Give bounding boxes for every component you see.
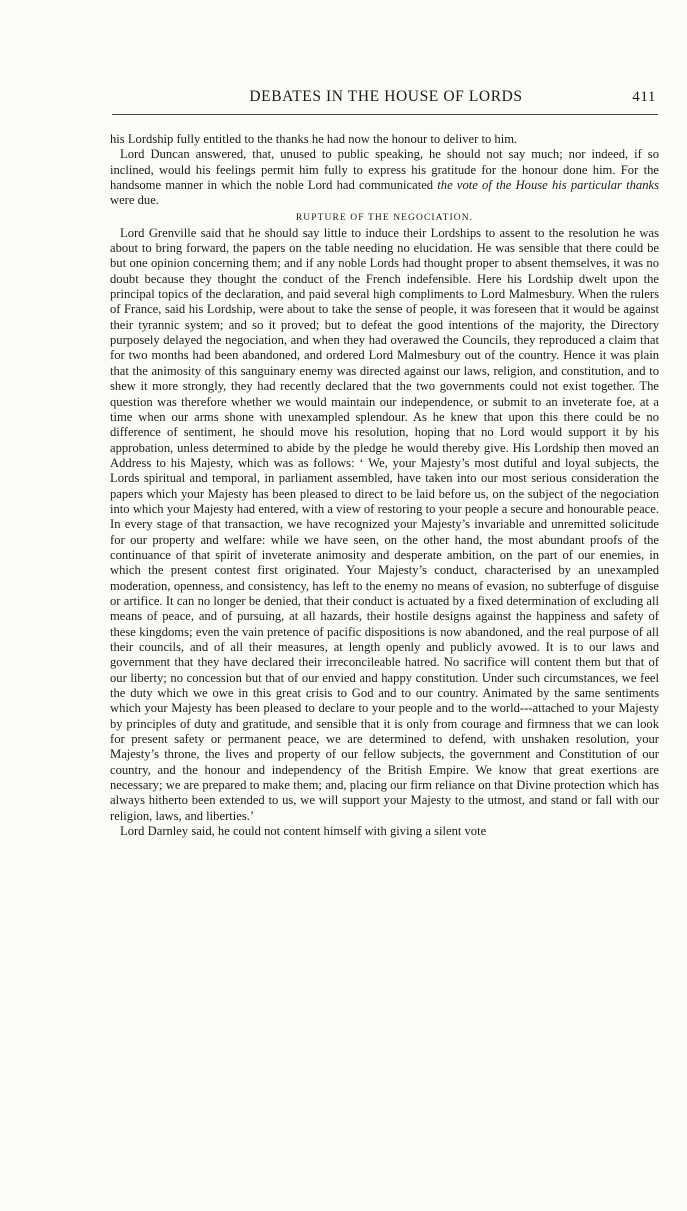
paragraph-lord-duncan bbox=[110, 147, 659, 208]
section-heading: RUPTURE OF THE NEGOCIATION. bbox=[295, 212, 474, 223]
paragraph-continuation: his Lordship fully entitled to the thanks he had now the honour to deliver to him. bbox=[110, 132, 518, 146]
paragraph-lord-duncan-text: Lord Duncan answered, that, unused to public speaking, he should not say much; nor indeed, if so inclined, would his feelings permit him fully to express his gratitude for the honour done him. For the handsome manner in which the noble Lord had communicated bbox=[110, 147, 659, 193]
paragraph-lord-duncan-italic: the vote of the House his particular thanks bbox=[437, 178, 659, 193]
body-text bbox=[110, 132, 659, 839]
paragraph-lord-darnley: Lord Darnley said, he could not content himself with giving a silent vote bbox=[120, 824, 487, 839]
paragraph-lord-grenville: Lord Grenville said that he should say little to induce their Lordships to assent to the resolution he was about to bring forward, the papers on the table needing no elucidation. He was sensible that there could be but one opinion concerning them; and if any noble Lords had thought proper to absent themselves, it was no doubt because they thought the conduct of the French indefensible. Here his Lordship dwelt upon the principal topics of the declaration, and paid several high compliments to Lord Malmesbury. When the rulers of France, said his Lordship, were about to take the sense of people, it was foreseen that it would be against their tyrannic system; and so it proved; but to defeat the good intentions of the majority, the Directory purposely delayed the negociation, and when they had overawed the Councils, they reproduced a claim that for two months had been abandoned, and ordered Lord Malmesbury out of the country. Hence it was plain that the animosity of this sanguinary enemy was directed against our laws, religion, and constitution, and to shew it more strongly, they had recently declared that the two governments could not exist together. The question was therefore whether we would maintain our independence, or submit to an inveterate foe, at a time when our arms shone with unexampled splendour. As he knew that upon this there could be no difference of sentiment, he should move his resolution, hoping that no Lord would support it by his approbation, unless determined to abide by the pledge he would thereby give. His Lordship then moved an Address to his Majesty, which was as follows: ‘ We, your Majesty’s most dutiful and loyal subjects, the Lords spiritual and temporal, in parliament assembled, have taken into our most serious consideration the papers which your Majesty has been pleased to direct to be laid before us, on the subject of the negociation into which your Majesty had entered, with a view of restoring to your people a secure and honourable peace. In every stage of that transaction, we have recognized your Majesty’s invariable and unremitted solicitude for our property and welfare: while we have seen, on the other hand, the most abundant proofs of the continuance of that spirit of inveterate animosity and desperate ambition, on the part of our enemies, in which the present contest first originated. Your Majesty’s conduct, characterised by an unexampled moderation, openness, and consistency, has left to the enemy no means of evasion, no subterfuge of disguise or artifice. It can no longer be denied, that their conduct is actuated by a fixed determination of excluding all means of peace, and of pursuing, at all hazards, their hostile designs against the happiness and safety of these kingdoms; even the vain pretence of pacific dispositions is now abandoned, and the real purpose of all their councils, and of all their measures, at length openly and publicly avowed. It is to our laws and government that they have declared their irreconcileable hatred. No sacrifice will content them but that of our liberty; no concession but that of our envied and happy constitution. Under such circumstances, we feel the duty which we owe in this great crisis to God and to our country. Animated by the same sentiments which your Majesty has been pleased to declare to your people and to the world---attached to your Majesty by principles of duty and gratitude, and sensible that it is only from courage and firmness that we can look for present safety or permanent peace, we are determined to defend, with unshaken resolution, your Majesty’s throne, the lives and property of our fellow subjects, the government and Constitution of our country, and the honour and independency of the British Empire. We know that great exertions are necessary; we are prepared to make them; and, placing our firm reliance on that Divine protection which has always hitherto been extended to us, we will support your Majesty to the utmost, and stand or fall with our religion, laws, and liberties.’ bbox=[110, 225, 659, 823]
running-header bbox=[116, 86, 656, 108]
header-rule bbox=[112, 114, 658, 115]
paragraph-lord-duncan-end: were due. bbox=[110, 193, 159, 208]
running-title: DEBATES IN THE HOUSE OF LORDS bbox=[249, 88, 523, 105]
page-number: 411 bbox=[632, 89, 656, 105]
